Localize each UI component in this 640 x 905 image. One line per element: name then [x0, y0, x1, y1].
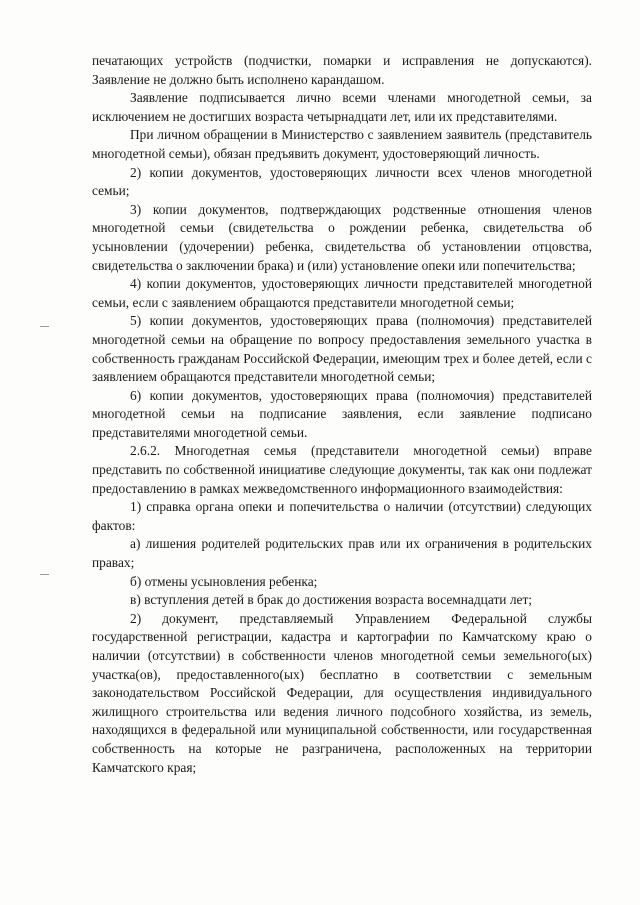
section-2-6-2: 2.6.2. Многодетная семья (представители многодетной семьи) вправе представить по собственной инициативе следующие документы, так как они подлежат предоставлению в рамках межведомственного информационного взаимодействия:	[92, 443, 592, 496]
paragraph-signature-requirement: Заявление подписывается лично всеми членами многодетной семьи, за исключением не достигших возраста четырнадцати лет, или их представителями.	[92, 90, 592, 124]
list-item-6: 6) копии документов, удостоверяющих права (полномочия) представителей многодетной семьи на подписание заявления, если заявление подписано представителями многодетной семьи.	[92, 387, 592, 440]
list-item-1-certificate: 1) справка органа опеки и попечительства о наличии (отсутствии) следующих фактов:	[92, 499, 592, 533]
scan-artifact-mark	[40, 326, 49, 327]
paragraph-continuation: печатающих устройств (подчистки, помарки и исправления не допускаются). Заявление не должно быть исполнено карандашом.	[92, 53, 592, 87]
sub-item-a: а) лишения родителей родительских прав или их ограничения в родительских правах;	[92, 536, 592, 571]
sub-item-b: б) отмены усыновления ребенка;	[130, 573, 318, 589]
list-item-4: 4) копии документов, удостоверяющих личности представителей многодетной семьи, если с заявлением обращаются представители многодетной семьи;	[92, 276, 592, 310]
list-item-3: 3) копии документов, подтверждающих родственные отношения членов многодетной семьи (свидетельства о рождении ребенка, свидетельства об усыновлении (удочерении) ребенка, свидетельства об установлении отцовства, свидетельства о заключении брака) и (или) установление опеки или попечительства;	[92, 201, 592, 273]
list-item-5: 5) копии документов, удостоверяющих права (полномочия) представителей многодетной семьи на обращение по вопросу предоставления земельного участка в собственность гражданам Российской Федерации, имеющим трех и более детей, если с заявлением обращаются представители многодетной семьи;	[92, 313, 592, 385]
list-item-2: 2) копии документов, удостоверяющих личности всех членов многодетной семьи;	[92, 164, 592, 199]
scan-artifact-mark	[40, 574, 49, 575]
sub-item-v: в) вступления детей в брак до достижения возраста восемнадцати лет;	[130, 592, 533, 608]
list-item-2-rosreestr: 2) документ, представляемый Управлением Федеральной службы государственной регистрации, кадастра и картографии по Камчатскому краю о наличии (отсутствии) в собственности членов многодетной семьи земельного(ых) участка(ов), предоставленного(ых) бесплатно в соответствии с земельным законодательством Российской Федерации, для осуществления индивидуального жилищного строительства или ведения личного подсобного хозяйства, из земель, находящихся в федеральной или муниципальной собственности, или государственная собственность на которые не разграничена, расположенных на территории Камчатского края;	[92, 610, 592, 775]
document-body	[92, 52, 592, 777]
paragraph-personal-appeal: При личном обращении в Министерство с заявлением заявитель (представитель многодетной семьи), обязан предъявить документ, удостоверяющий личность.	[92, 127, 592, 161]
